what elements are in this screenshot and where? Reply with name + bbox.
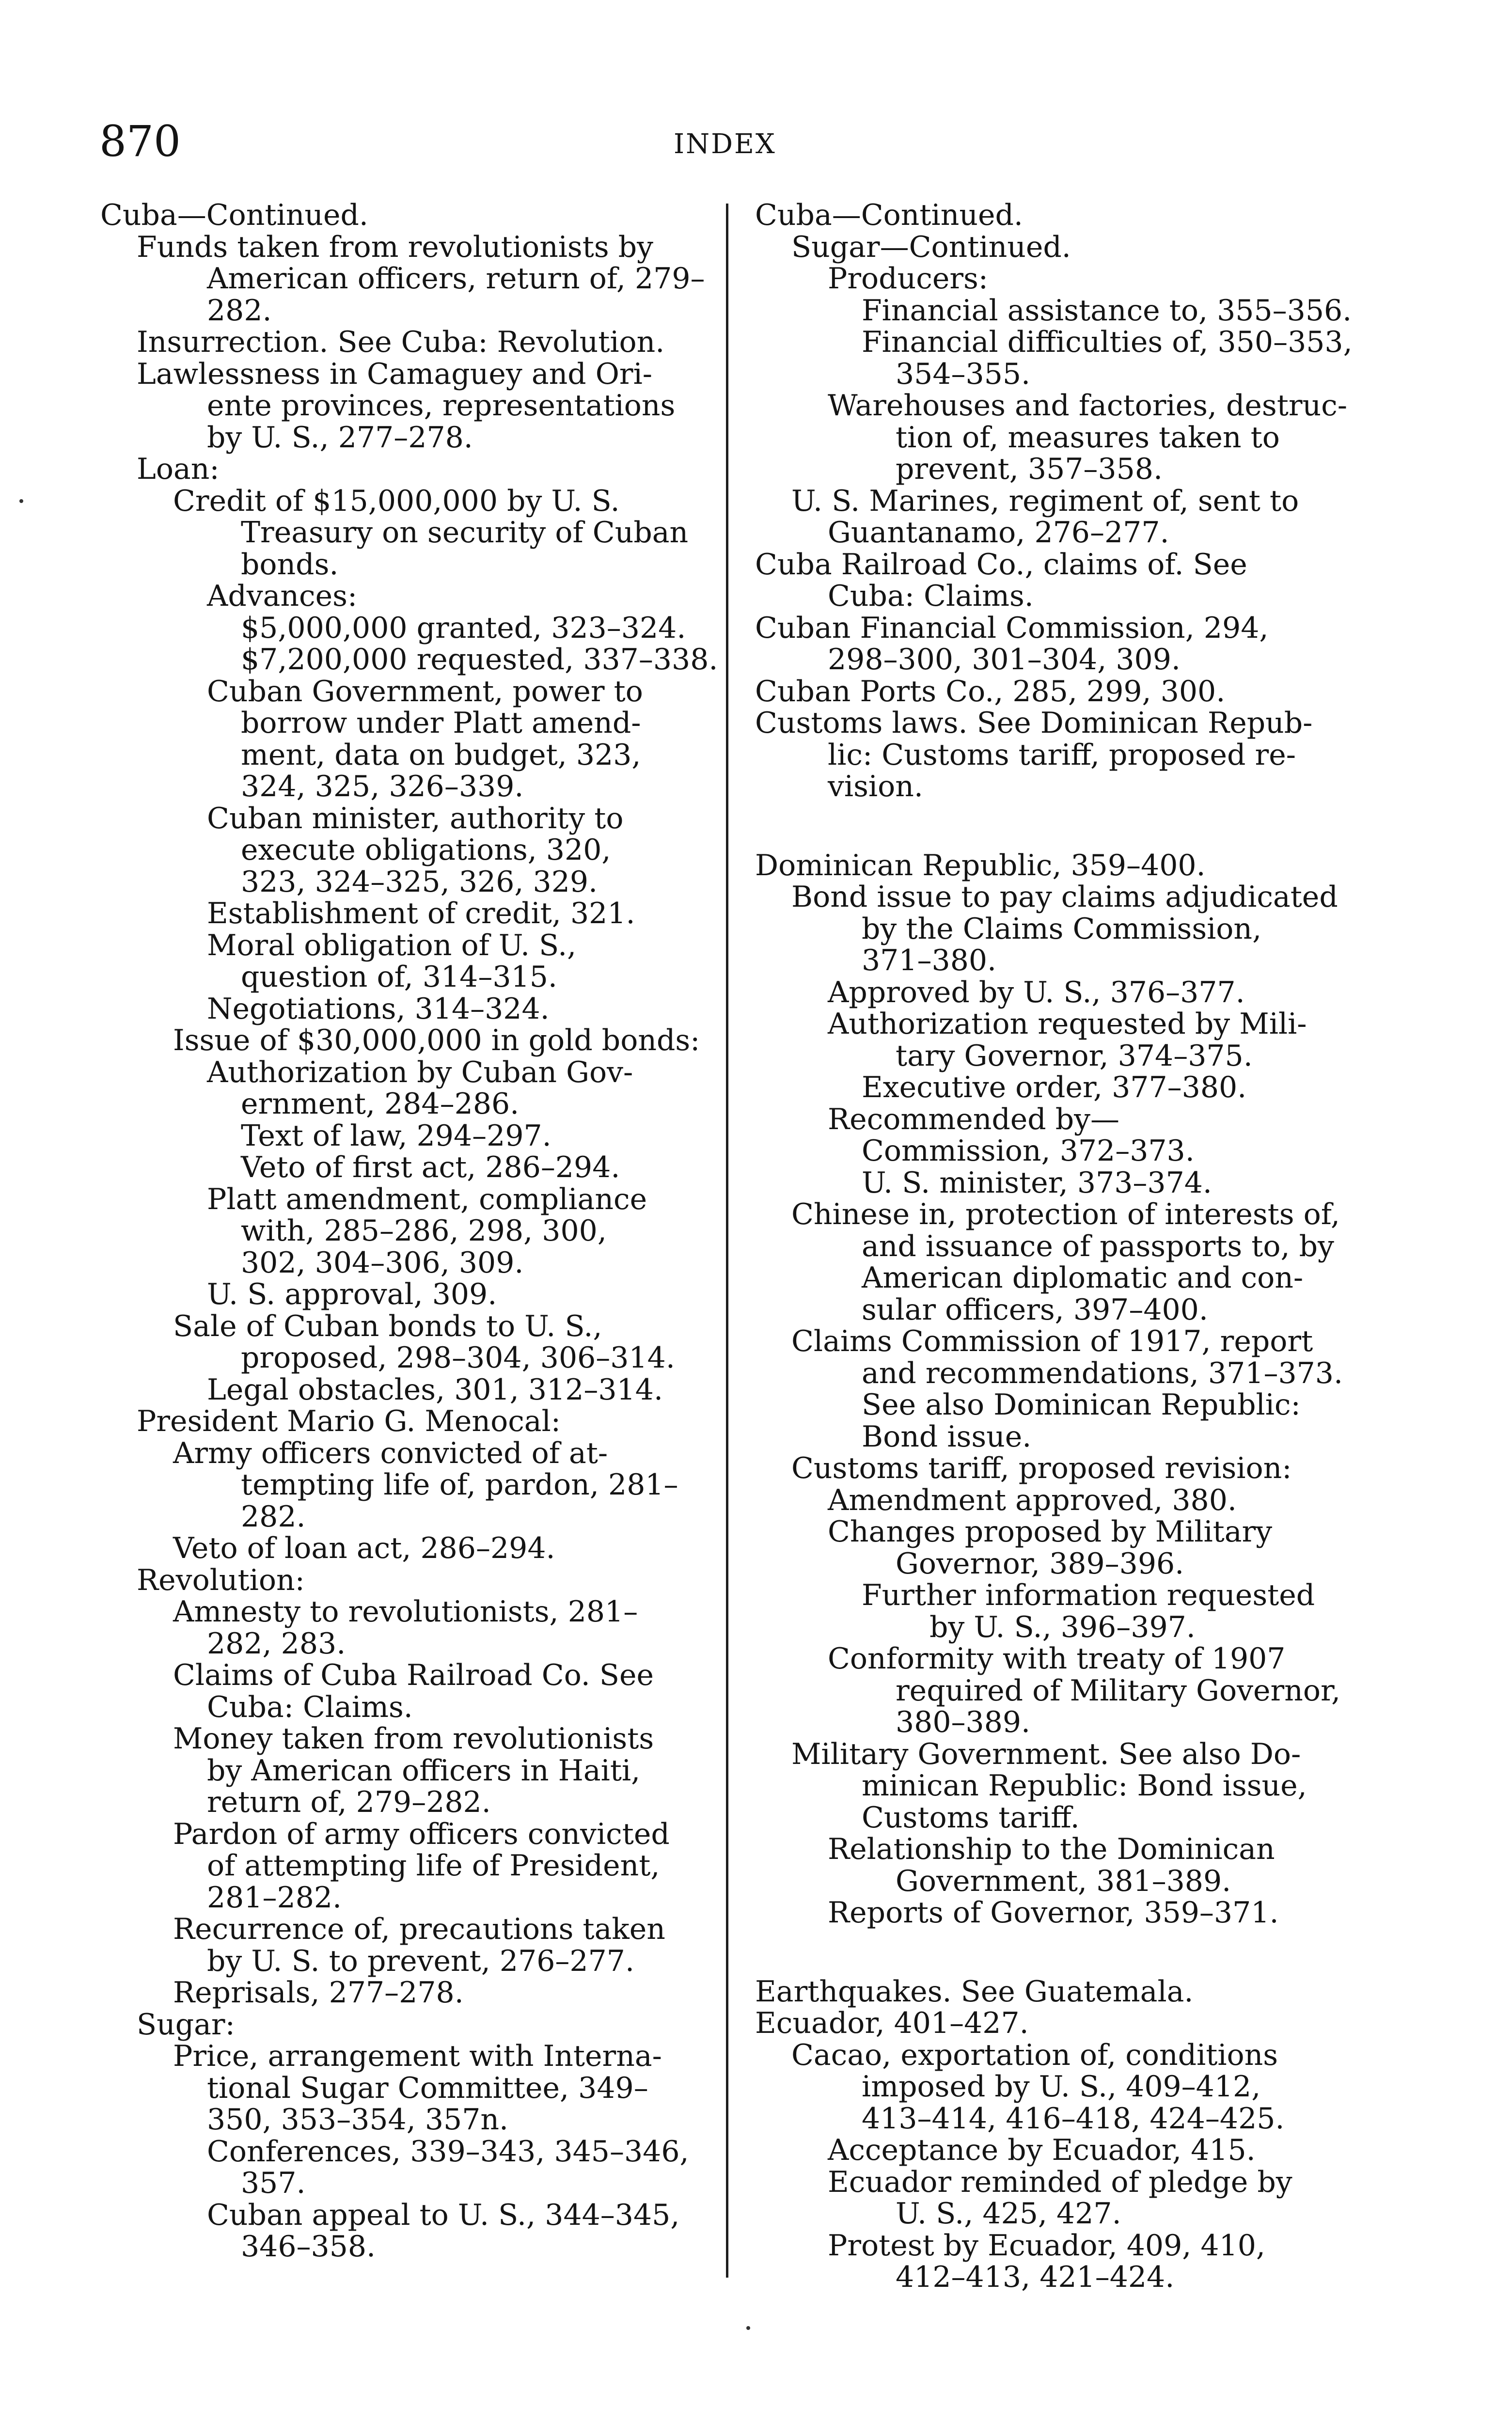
index-entry: question of, 314–315. bbox=[241, 960, 557, 994]
index-entry: by U. S., 396–397. bbox=[929, 1610, 1196, 1644]
index-entry: Cacao, exportation of, conditions bbox=[791, 2038, 1278, 2072]
index-entry: Cuban Government, power to bbox=[207, 674, 643, 708]
index-entry: sular officers, 397–400. bbox=[862, 1292, 1208, 1327]
page-number: 870 bbox=[99, 116, 181, 166]
index-entry: Chinese in, protection of interests of, bbox=[791, 1197, 1340, 1231]
index-entry: Dominican Republic, 359–400. bbox=[755, 848, 1206, 882]
index-entry: required of Military Governor, bbox=[896, 1673, 1341, 1708]
index-entry: Veto of first act, 286–294. bbox=[241, 1150, 620, 1184]
index-entry: Earthquakes. See Guatemala. bbox=[755, 1974, 1194, 2009]
index-entry: Treasury on security of Cuban bbox=[241, 516, 689, 550]
index-entry: imposed by U. S., 409–412, bbox=[862, 2070, 1261, 2104]
index-entry: Sale of Cuban bonds to U. S., bbox=[173, 1309, 602, 1343]
index-entry: Customs tariff. bbox=[862, 1800, 1080, 1835]
index-entry: ente provinces, representations bbox=[207, 389, 676, 423]
index-entry: by U. S. to prevent, 276–277. bbox=[207, 1944, 635, 1978]
index-entry: Amnesty to revolutionists, 281– bbox=[173, 1595, 638, 1629]
index-entry: Cuban Financial Commission, 294, bbox=[755, 611, 1269, 645]
index-entry: Advances: bbox=[207, 579, 358, 613]
index-entry: Relationship to the Dominican bbox=[828, 1832, 1275, 1866]
index-entry: proposed, 298–304, 306–314. bbox=[241, 1341, 675, 1375]
index-entry: Authorization requested by Mili- bbox=[828, 1007, 1307, 1041]
index-column-right bbox=[755, 200, 1368, 2294]
index-entry: minican Republic: Bond issue, bbox=[862, 1769, 1307, 1803]
index-entry: U. S., 425, 427. bbox=[896, 2197, 1121, 2231]
section-gap bbox=[755, 811, 1368, 842]
index-entry: Executive order, 377–380. bbox=[862, 1070, 1247, 1104]
paper-speck bbox=[746, 2326, 750, 2330]
index-entry: 323, 324–325, 326, 329. bbox=[241, 865, 598, 899]
index-entry: Government, 381–389. bbox=[896, 1864, 1231, 1898]
index-entry: Claims of Cuba Railroad Co. See bbox=[173, 1658, 654, 1692]
index-entry: U. S. approval, 309. bbox=[207, 1277, 497, 1311]
index-entry: Sugar: bbox=[137, 2007, 235, 2042]
index-entry: execute obligations, 320, bbox=[241, 833, 611, 867]
index-entry: by American officers in Haiti, bbox=[207, 1753, 641, 1788]
index-entry: Army officers convicted of at- bbox=[173, 1436, 608, 1470]
index-entry: Changes proposed by Military bbox=[828, 1515, 1273, 1549]
index-entry: Veto of loan act, 286–294. bbox=[173, 1531, 555, 1565]
index-entry: tion of, measures taken to bbox=[896, 420, 1280, 455]
index-entry: Customs tariff, proposed revision: bbox=[791, 1451, 1292, 1485]
index-entry: Cuba—Continued. bbox=[755, 198, 1023, 232]
index-entry: 282. bbox=[207, 293, 272, 328]
index-entry: Legal obstacles, 301, 312–314. bbox=[207, 1372, 663, 1407]
index-entry: Governor, 389–396. bbox=[896, 1546, 1184, 1581]
index-entry: Text of law, 294–297. bbox=[241, 1118, 551, 1153]
index-entry: 281–282. bbox=[207, 1880, 342, 1915]
index-entry: Commission, 372–373. bbox=[862, 1134, 1195, 1168]
index-entry: U. S. minister, 373–374. bbox=[862, 1165, 1212, 1200]
index-entry: Military Government. See also Do- bbox=[791, 1737, 1301, 1771]
index-entry: 371–380. bbox=[862, 944, 997, 977]
index-entry: bonds. bbox=[241, 547, 339, 582]
index-entry: American diplomatic and con- bbox=[862, 1261, 1304, 1295]
index-entry: 357. bbox=[241, 2166, 306, 2200]
index-entry: Conformity with treaty of 1907 bbox=[828, 1642, 1286, 1676]
index-entry: 412–413, 421–424. bbox=[896, 2260, 1175, 2294]
index-entry: 346–358. bbox=[241, 2230, 376, 2264]
index-entry: Money taken from revolutionists bbox=[173, 1722, 654, 1756]
index-entry: Bond issue. bbox=[862, 1419, 1032, 1454]
index-entry: vision. bbox=[828, 770, 923, 803]
index-entry: Cuba—Continued. bbox=[100, 198, 368, 232]
index-entry: return of, 279–282. bbox=[207, 1785, 491, 1819]
index-entry: tary Governor, 374–375. bbox=[896, 1038, 1253, 1073]
running-head: INDEX bbox=[674, 128, 776, 160]
index-entry: Further information requested bbox=[862, 1578, 1315, 1612]
index-entry: Sugar—Continued. bbox=[791, 230, 1071, 264]
index-entry: Funds taken from revolutionists by bbox=[137, 230, 653, 264]
index-entry: ernment, 284–286. bbox=[241, 1087, 520, 1121]
index-entry: 302, 304–306, 309. bbox=[241, 1245, 524, 1280]
index-entry: Recommended by— bbox=[828, 1102, 1120, 1136]
index-entry: Financial assistance to, 355–356. bbox=[862, 293, 1352, 328]
index-entry: ment, data on budget, 323, bbox=[241, 738, 641, 772]
index-entry: See also Dominican Republic: bbox=[862, 1388, 1301, 1422]
index-entry: 354–355. bbox=[896, 357, 1031, 391]
column-divider bbox=[726, 204, 728, 2278]
paper-speck bbox=[19, 499, 23, 503]
index-entry: Claims Commission of 1917, report bbox=[791, 1324, 1313, 1358]
index-entry: prevent, 357–358. bbox=[896, 452, 1163, 486]
index-column-left bbox=[100, 200, 718, 2263]
index-entry: Warehouses and factories, destruc- bbox=[828, 389, 1348, 423]
index-entry: 298–300, 301–304, 309. bbox=[828, 643, 1181, 677]
index-entry: by U. S., 277–278. bbox=[207, 420, 473, 455]
index-entry: Negotiations, 314–324. bbox=[207, 991, 550, 1026]
index-entry: of attempting life of President, bbox=[207, 1849, 660, 1883]
index-entry: and issuance of passports to, by bbox=[862, 1229, 1334, 1263]
index-entry: Loan: bbox=[137, 452, 220, 486]
index-entry: Reprisals, 277–278. bbox=[173, 1976, 464, 2010]
index-entry: tempting life of, pardon, 281– bbox=[241, 1468, 678, 1502]
index-entry: Acceptance by Ecuador, 415. bbox=[828, 2133, 1256, 2167]
index-entry: Pardon of army officers convicted bbox=[173, 1817, 670, 1851]
index-entry: 380–389. bbox=[896, 1705, 1031, 1739]
index-entry: Price, arrangement with Interna- bbox=[173, 2039, 662, 2073]
index-entry: Ecuador, 401–427. bbox=[755, 2006, 1029, 2040]
index-entry: American officers, return of, 279– bbox=[207, 262, 705, 296]
index-entry: Platt amendment, compliance bbox=[207, 1182, 647, 1216]
index-entry: Insurrection. See Cuba: Revolution. bbox=[137, 325, 665, 359]
index-entry: $7,200,000 requested, 337–338. bbox=[241, 643, 718, 677]
index-entry: by the Claims Commission, bbox=[862, 912, 1262, 946]
index-entry: 324, 325, 326–339. bbox=[241, 770, 524, 803]
index-entry: 350, 353–354, 357n. bbox=[207, 2103, 509, 2137]
index-entry: Cuban Ports Co., 285, 299, 300. bbox=[755, 674, 1226, 708]
index-entry: Cuba: Claims. bbox=[828, 579, 1034, 613]
index-entry: tional Sugar Committee, 349– bbox=[207, 2071, 648, 2105]
index-entry: Conferences, 339–343, 345–346, bbox=[207, 2134, 689, 2169]
index-entry: Issue of $30,000,000 in gold bonds: bbox=[173, 1023, 700, 1057]
index-entry: President Mario G. Menocal: bbox=[137, 1404, 561, 1438]
index-entry: Establishment of credit, 321. bbox=[207, 897, 635, 930]
index-entry: Ecuador reminded of pledge by bbox=[828, 2165, 1292, 2199]
index-entry: 413–414, 416–418, 424–425. bbox=[862, 2101, 1285, 2136]
index-entry: Amendment approved, 380. bbox=[828, 1483, 1237, 1517]
index-entry: Cuba: Claims. bbox=[207, 1690, 413, 1724]
index-entry: Guantanamo, 276–277. bbox=[828, 516, 1169, 550]
index-entry: with, 285–286, 298, 300, bbox=[241, 1214, 607, 1248]
index-entry: Customs laws. See Dominican Repub- bbox=[755, 706, 1313, 740]
index-entry: Cuban minister, authority to bbox=[207, 801, 624, 835]
index-entry: Credit of $15,000,000 by U. S. bbox=[173, 484, 620, 518]
index-entry: Producers: bbox=[828, 262, 989, 296]
index-entry: Moral obligation of U. S., bbox=[207, 928, 577, 962]
index-entry: lic: Customs tariff, proposed re- bbox=[828, 738, 1296, 772]
index-entry: Lawlessness in Camaguey and Ori- bbox=[137, 357, 653, 391]
index-entry: borrow under Platt amend- bbox=[241, 706, 641, 740]
section-gap bbox=[755, 1937, 1368, 1968]
index-entry: Cuban appeal to U. S., 344–345, bbox=[207, 2198, 680, 2232]
index-entry: Revolution: bbox=[137, 1563, 305, 1597]
index-entry: Bond issue to pay claims adjudicated bbox=[791, 880, 1338, 914]
index-entry: Protest by Ecuador, 409, 410, bbox=[828, 2228, 1265, 2263]
index-entry: U. S. Marines, regiment of, sent to bbox=[791, 484, 1299, 518]
index-entry: and recommendations, 371–373. bbox=[862, 1356, 1343, 1390]
index-entry: Authorization by Cuban Gov- bbox=[207, 1055, 633, 1089]
index-entry: 282. bbox=[241, 1499, 306, 1534]
index-entry: Financial difficulties of, 350–353, bbox=[862, 325, 1353, 359]
index-entry: Cuba Railroad Co., claims of. See bbox=[755, 547, 1247, 582]
index-entry: Reports of Governor, 359–371. bbox=[828, 1896, 1279, 1930]
index-entry: Approved by U. S., 376–377. bbox=[828, 975, 1245, 1009]
index-entry: 282, 283. bbox=[207, 1626, 346, 1661]
index-entry: $5,000,000 granted, 323–324. bbox=[241, 611, 686, 645]
index-entry: Recurrence of, precautions taken bbox=[173, 1912, 665, 1946]
